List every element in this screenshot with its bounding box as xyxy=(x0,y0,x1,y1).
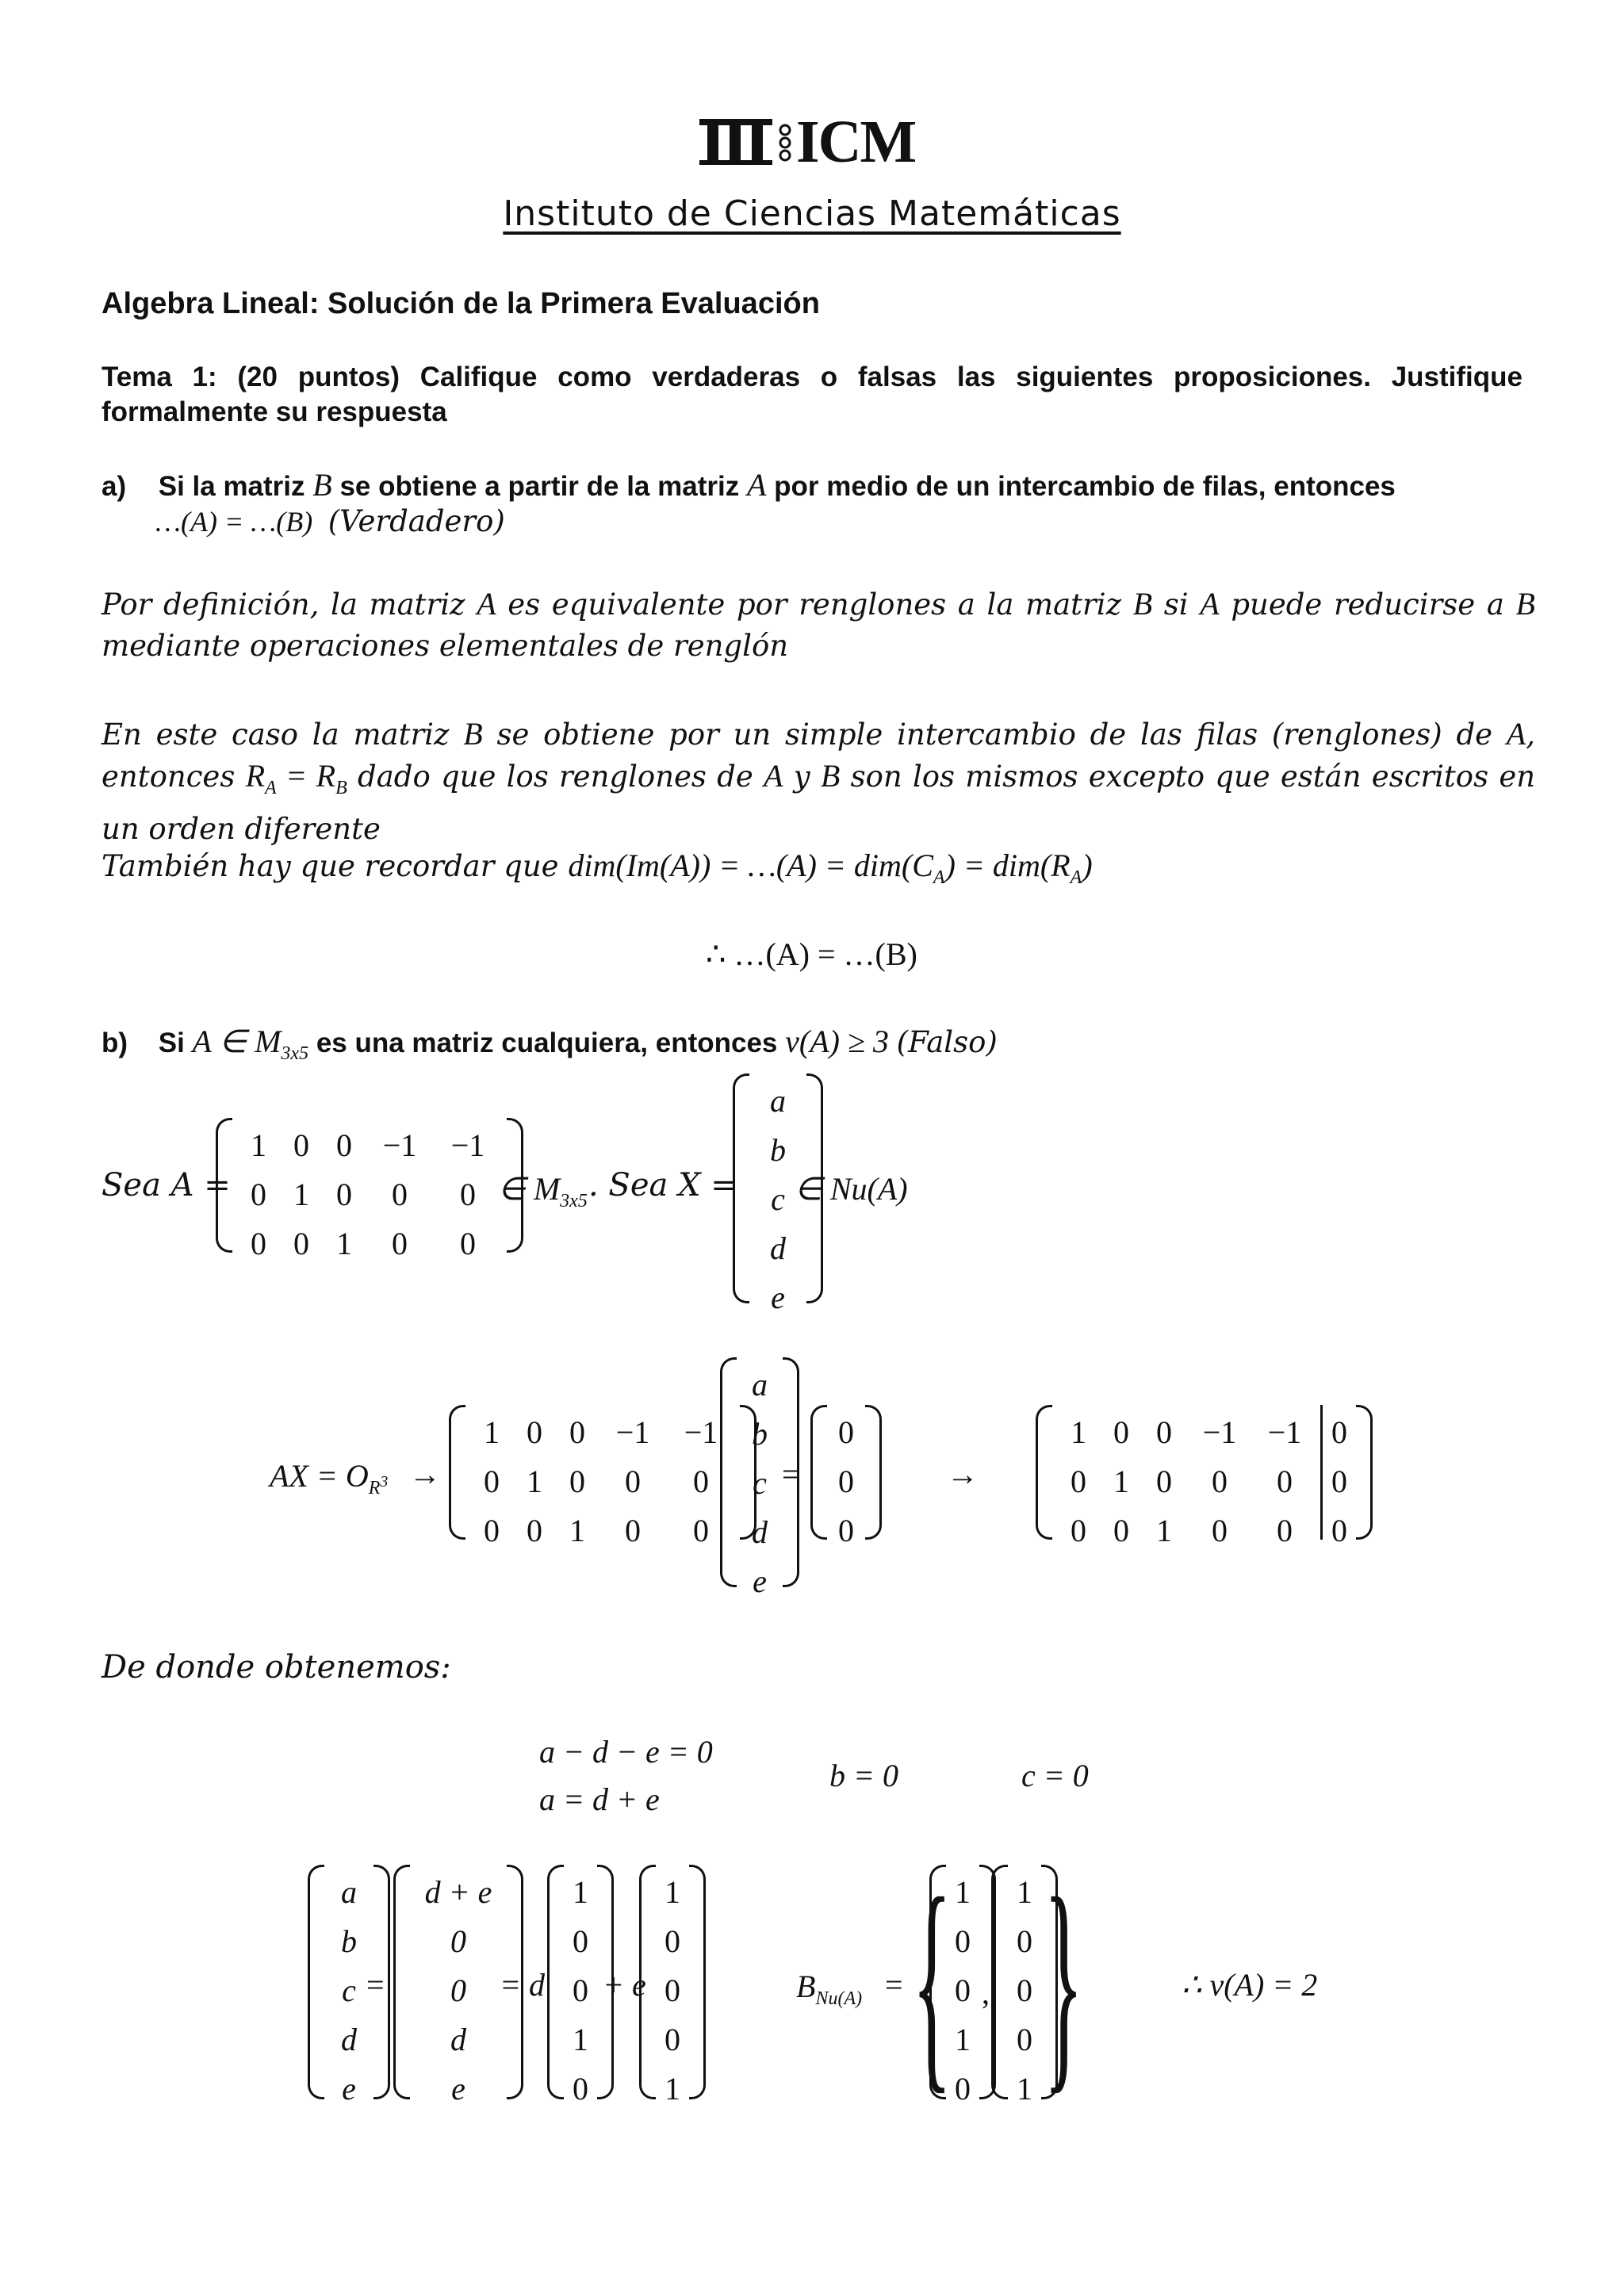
item-a-statement xyxy=(102,466,1526,503)
text: y xyxy=(793,760,810,794)
matrix-cell: 0 xyxy=(625,1513,641,1548)
matrix-cell: −1 xyxy=(1267,1414,1302,1450)
equation-2: a = d + e xyxy=(539,1781,660,1817)
matrix-cell: 0 xyxy=(484,1464,500,1499)
matrix-cell: 0 xyxy=(1113,1513,1129,1548)
equals-1: = xyxy=(782,1456,800,1492)
paragraph-case: En este caso la matriz B se obtiene por un simple intercambio de las filas (renglones) de A, entonces $R_A = R_B$ dado que los renglones de A y B son los mismos excepto que están escritos en un orden diferente xyxy=(102,716,1536,846)
matrix-cell: 0 xyxy=(955,1973,971,2008)
matrix-cell: 0 xyxy=(1277,1513,1293,1548)
matrix-cell: b xyxy=(752,1416,768,1452)
verdict-false: (Falso) xyxy=(896,1025,998,1059)
matrix-cell: 1 xyxy=(665,1874,680,1910)
matrix-cell: 0 xyxy=(665,1973,680,2008)
matrix-cell: 0 xyxy=(1156,1414,1172,1450)
matrix-cell: 1 xyxy=(527,1464,542,1499)
matrix-cell: 1 xyxy=(251,1127,266,1163)
matrix-cell: 0 xyxy=(293,1127,309,1163)
matrix-cell: 1 xyxy=(1017,2071,1032,2107)
matrix-cell: 0 xyxy=(1331,1464,1347,1499)
r-exp: 3 xyxy=(380,1473,389,1490)
matrix-cell: 0 xyxy=(293,1226,309,1261)
matrix-cell: e xyxy=(753,1563,767,1599)
matrix-cell: b xyxy=(770,1132,786,1168)
text: También hay que recordar que xyxy=(102,849,559,883)
matrix-cell: 1 xyxy=(573,1874,588,1910)
matrix-cell: 0 xyxy=(573,1923,588,1959)
augmented-matrix xyxy=(1036,1405,1373,1548)
vector-x-system-grid xyxy=(737,1357,783,1599)
matrix-cell: 1 xyxy=(336,1226,352,1261)
var-b: B xyxy=(312,467,332,503)
matrix-cell: −1 xyxy=(382,1127,417,1163)
basis-equals: = xyxy=(885,1967,903,2003)
matrix-cell: 0 xyxy=(1017,2022,1032,2057)
matrix-cell: 0 xyxy=(1212,1513,1228,1548)
matrix-cell: 0 xyxy=(450,1973,466,2008)
matrix-cell: e xyxy=(771,1280,785,1315)
left-brace: { xyxy=(912,1850,952,2113)
sea-a-label: Sea A = xyxy=(102,1167,231,1203)
matrix-cell: 0 xyxy=(527,1513,542,1548)
item-a-text-3: por medio de un intercambio de filas, entonces xyxy=(774,471,1396,502)
rank-equality: …(A) = …(B) xyxy=(155,506,313,538)
text: mediante operaciones elementales de renglón xyxy=(102,629,789,663)
matrix-cell: 0 xyxy=(955,1923,971,1959)
basis-sub: Nu(A) xyxy=(815,1988,863,2009)
text: son los mismos excepto que están escritos en un orden diferente xyxy=(102,760,1536,846)
matrix-cell: 1 xyxy=(955,2022,971,2057)
equals-d: = d xyxy=(500,1967,545,2003)
matrix-cell: 0 xyxy=(625,1464,641,1499)
matrix-cell: −1 xyxy=(615,1414,650,1450)
augmented-left-grid xyxy=(1052,1405,1320,1548)
de-donde-label: De donde obtenemos: xyxy=(102,1649,451,1686)
text: si xyxy=(1163,587,1189,622)
item-b-label: b) xyxy=(102,1027,128,1058)
vector-u1-grid xyxy=(564,1865,597,2107)
conclusion-a: ∴ …(A) = …(B) xyxy=(706,936,917,972)
institute-title: Instituto de Ciencias Matemáticas xyxy=(503,193,1121,234)
equation-1: a − d − e = 0 xyxy=(539,1734,713,1770)
matrix-cell: 0 xyxy=(838,1414,854,1450)
matrix-cell: 1 xyxy=(1017,1874,1032,1910)
matrix-cell: 0 xyxy=(1277,1464,1293,1499)
matrix-cell: 0 xyxy=(460,1226,476,1261)
matrix-cell: 0 xyxy=(955,2071,971,2107)
equation-b: b = 0 xyxy=(829,1758,898,1793)
zero-vector xyxy=(810,1405,882,1548)
matrix-cell: d xyxy=(450,2022,466,2057)
in-nullspace: ∈ Nu(A) xyxy=(795,1171,908,1207)
matrix-cell: 1 xyxy=(569,1513,585,1548)
document-title: Algebra Lineal: Solución de la Primera Evaluación xyxy=(102,287,820,320)
matrix-cell: 0 xyxy=(1071,1464,1086,1499)
r: R xyxy=(368,1478,381,1498)
matrix-cell: c xyxy=(342,1973,356,2008)
matrix-cell: 0 xyxy=(251,1226,266,1261)
basis-vector-2-grid xyxy=(1008,1865,1041,2107)
matrix-cell: 0 xyxy=(573,2071,588,2107)
nullity-claim: ν(A) ≥ 3 xyxy=(785,1024,889,1059)
item-b-text-2: es una matriz cualquiera, entonces xyxy=(316,1027,778,1058)
tema-statement: Tema 1: (20 puntos) Califique como verdaderas o falsas las siguientes proposiciones. Justifique formalmente su respuesta xyxy=(102,362,1522,427)
text: se obtiene por un simple intercambio de las filas (renglones) de xyxy=(496,718,1493,752)
matrix-cell: e xyxy=(451,2071,465,2107)
text: En este caso la matriz xyxy=(102,718,450,752)
matrix-cell: c xyxy=(771,1181,785,1217)
matrix-cell: 0 xyxy=(693,1513,709,1548)
vector-solution-grid xyxy=(410,1865,507,2107)
matrix-cell: 1 xyxy=(1156,1513,1172,1548)
matrix-cell: 0 xyxy=(251,1177,266,1212)
basis-label xyxy=(796,1968,862,2010)
matrix-cell: 0 xyxy=(1156,1464,1172,1499)
matrix-cell: 1 xyxy=(1113,1464,1129,1499)
basis-vector-1-grid xyxy=(946,1865,979,2107)
arrow-2: → xyxy=(947,1456,979,1492)
item-b-text-1: Si xyxy=(158,1027,185,1058)
matrix-cell: a xyxy=(752,1367,768,1402)
matrix-cell: 0 xyxy=(665,2022,680,2057)
matrix-cell: e xyxy=(342,2071,356,2107)
item-a-text-1: Si la matriz xyxy=(158,471,305,502)
matrix-cell: 1 xyxy=(484,1414,500,1450)
matrix-cell: 0 xyxy=(1113,1414,1129,1450)
vector-u2-grid xyxy=(656,1865,689,2107)
matrix-a-system xyxy=(449,1405,756,1548)
a-in-m: A ∈ $M_{3x5}$ xyxy=(192,1024,309,1064)
dim-formula: dim(Im(A)) = …(A) = $dim(C_A) = dim(R_A)$ xyxy=(568,848,1093,888)
matrix-cell: 0 xyxy=(665,1923,680,1959)
matrix-cell: 0 xyxy=(1331,1513,1347,1548)
matrix-cell: 1 xyxy=(665,2071,680,2107)
matrix-cell: 0 xyxy=(569,1414,585,1450)
nullity-result: ∴ ν(A) = 2 xyxy=(1182,1967,1318,2003)
matrix-cell: 0 xyxy=(392,1177,408,1212)
var-a: A xyxy=(746,467,767,503)
rows-equality: $R_A = R_B$ xyxy=(245,758,347,798)
matrix-cell: 0 xyxy=(1331,1414,1347,1450)
basis-b: B xyxy=(796,1969,816,2004)
text: , entonces xyxy=(102,718,1535,794)
matrix-cell: 0 xyxy=(1212,1464,1228,1499)
item-a-label: a) xyxy=(102,471,127,502)
matrix-a xyxy=(216,1118,523,1261)
text: puede reducirse a xyxy=(1231,587,1504,622)
ax-equation xyxy=(270,1457,388,1499)
matrix-cell: 0 xyxy=(838,1513,854,1548)
m-sub: 3x5 xyxy=(560,1191,588,1211)
matrix-cell: 0 xyxy=(484,1513,500,1548)
item-a-formula-line xyxy=(155,504,505,539)
matrix-cell: 0 xyxy=(336,1127,352,1163)
plus-e: + e xyxy=(603,1967,646,2003)
text: es equivalente por renglones a la matriz xyxy=(508,587,1122,622)
matrix-cell: −1 xyxy=(684,1414,718,1450)
matrix-cell: a xyxy=(770,1083,786,1119)
augmented-right-grid xyxy=(1320,1405,1356,1548)
matrix-cell: d xyxy=(752,1514,768,1550)
matrix-cell: 0 xyxy=(1071,1513,1086,1548)
matrix-cell: 0 xyxy=(573,1973,588,2008)
equation-c: c = 0 xyxy=(1021,1758,1089,1793)
text: Por definición, la matriz xyxy=(102,587,465,622)
item-b-statement xyxy=(102,1023,998,1065)
matrix-cell: 1 xyxy=(955,1874,971,1910)
matrix-cell: 1 xyxy=(1071,1414,1086,1450)
matrix-cell: c xyxy=(753,1465,767,1501)
text: dado que los renglones de xyxy=(358,760,753,794)
vector-u2 xyxy=(639,1865,706,2107)
matrix-cell: b xyxy=(341,1923,357,1959)
matrix-a-system-grid xyxy=(465,1405,740,1548)
matrix-cell: 0 xyxy=(450,1923,466,1959)
matrix-cell: d xyxy=(341,2022,357,2057)
logo-text: ICM xyxy=(796,109,916,175)
matrix-cell: 0 xyxy=(336,1177,352,1212)
item-a-text-2: se obtiene a partir de la matriz xyxy=(339,471,740,502)
zero-vector-grid xyxy=(827,1405,865,1548)
in-m-3x5: ∈ $M_{3x5}$ xyxy=(498,1171,588,1211)
right-brace: } xyxy=(1044,1850,1084,2113)
matrix-cell: d + e xyxy=(424,1874,492,1910)
matrix-cell: 0 xyxy=(569,1464,585,1499)
sea-x-label: . Sea X = xyxy=(588,1167,737,1203)
matrix-cell: a xyxy=(341,1874,357,1910)
paragraph-recall xyxy=(102,847,1093,889)
matrix-cell: 0 xyxy=(460,1177,476,1212)
matrix-cell: d xyxy=(770,1230,786,1266)
basis-comma: , xyxy=(982,1975,990,2011)
matrix-cell: 0 xyxy=(1017,1923,1032,1959)
matrix-cell: 0 xyxy=(1017,1973,1032,2008)
institute-logo xyxy=(698,109,931,175)
matrix-cell: 1 xyxy=(573,2022,588,2057)
matrix-cell: −1 xyxy=(450,1127,485,1163)
paragraph-definition: Por definición, la matriz A es equivalente por renglones a la matriz B si A puede reducirse a B mediante operaciones elementales de renglón xyxy=(102,586,1535,663)
verdict-true: (Verdadero) xyxy=(327,504,505,538)
ax-lhs: AX = O xyxy=(270,1458,369,1494)
matrix-cell: −1 xyxy=(1202,1414,1237,1450)
equals-2: = xyxy=(366,1967,385,2003)
matrix-cell: 0 xyxy=(392,1226,408,1261)
arrow-1: → xyxy=(409,1456,441,1492)
matrix-a-grid xyxy=(232,1118,507,1261)
matrix-cell: 0 xyxy=(838,1464,854,1499)
matrix-cell: 0 xyxy=(693,1464,709,1499)
matrix-cell: 0 xyxy=(527,1414,542,1450)
matrix-cell: 1 xyxy=(293,1177,309,1212)
